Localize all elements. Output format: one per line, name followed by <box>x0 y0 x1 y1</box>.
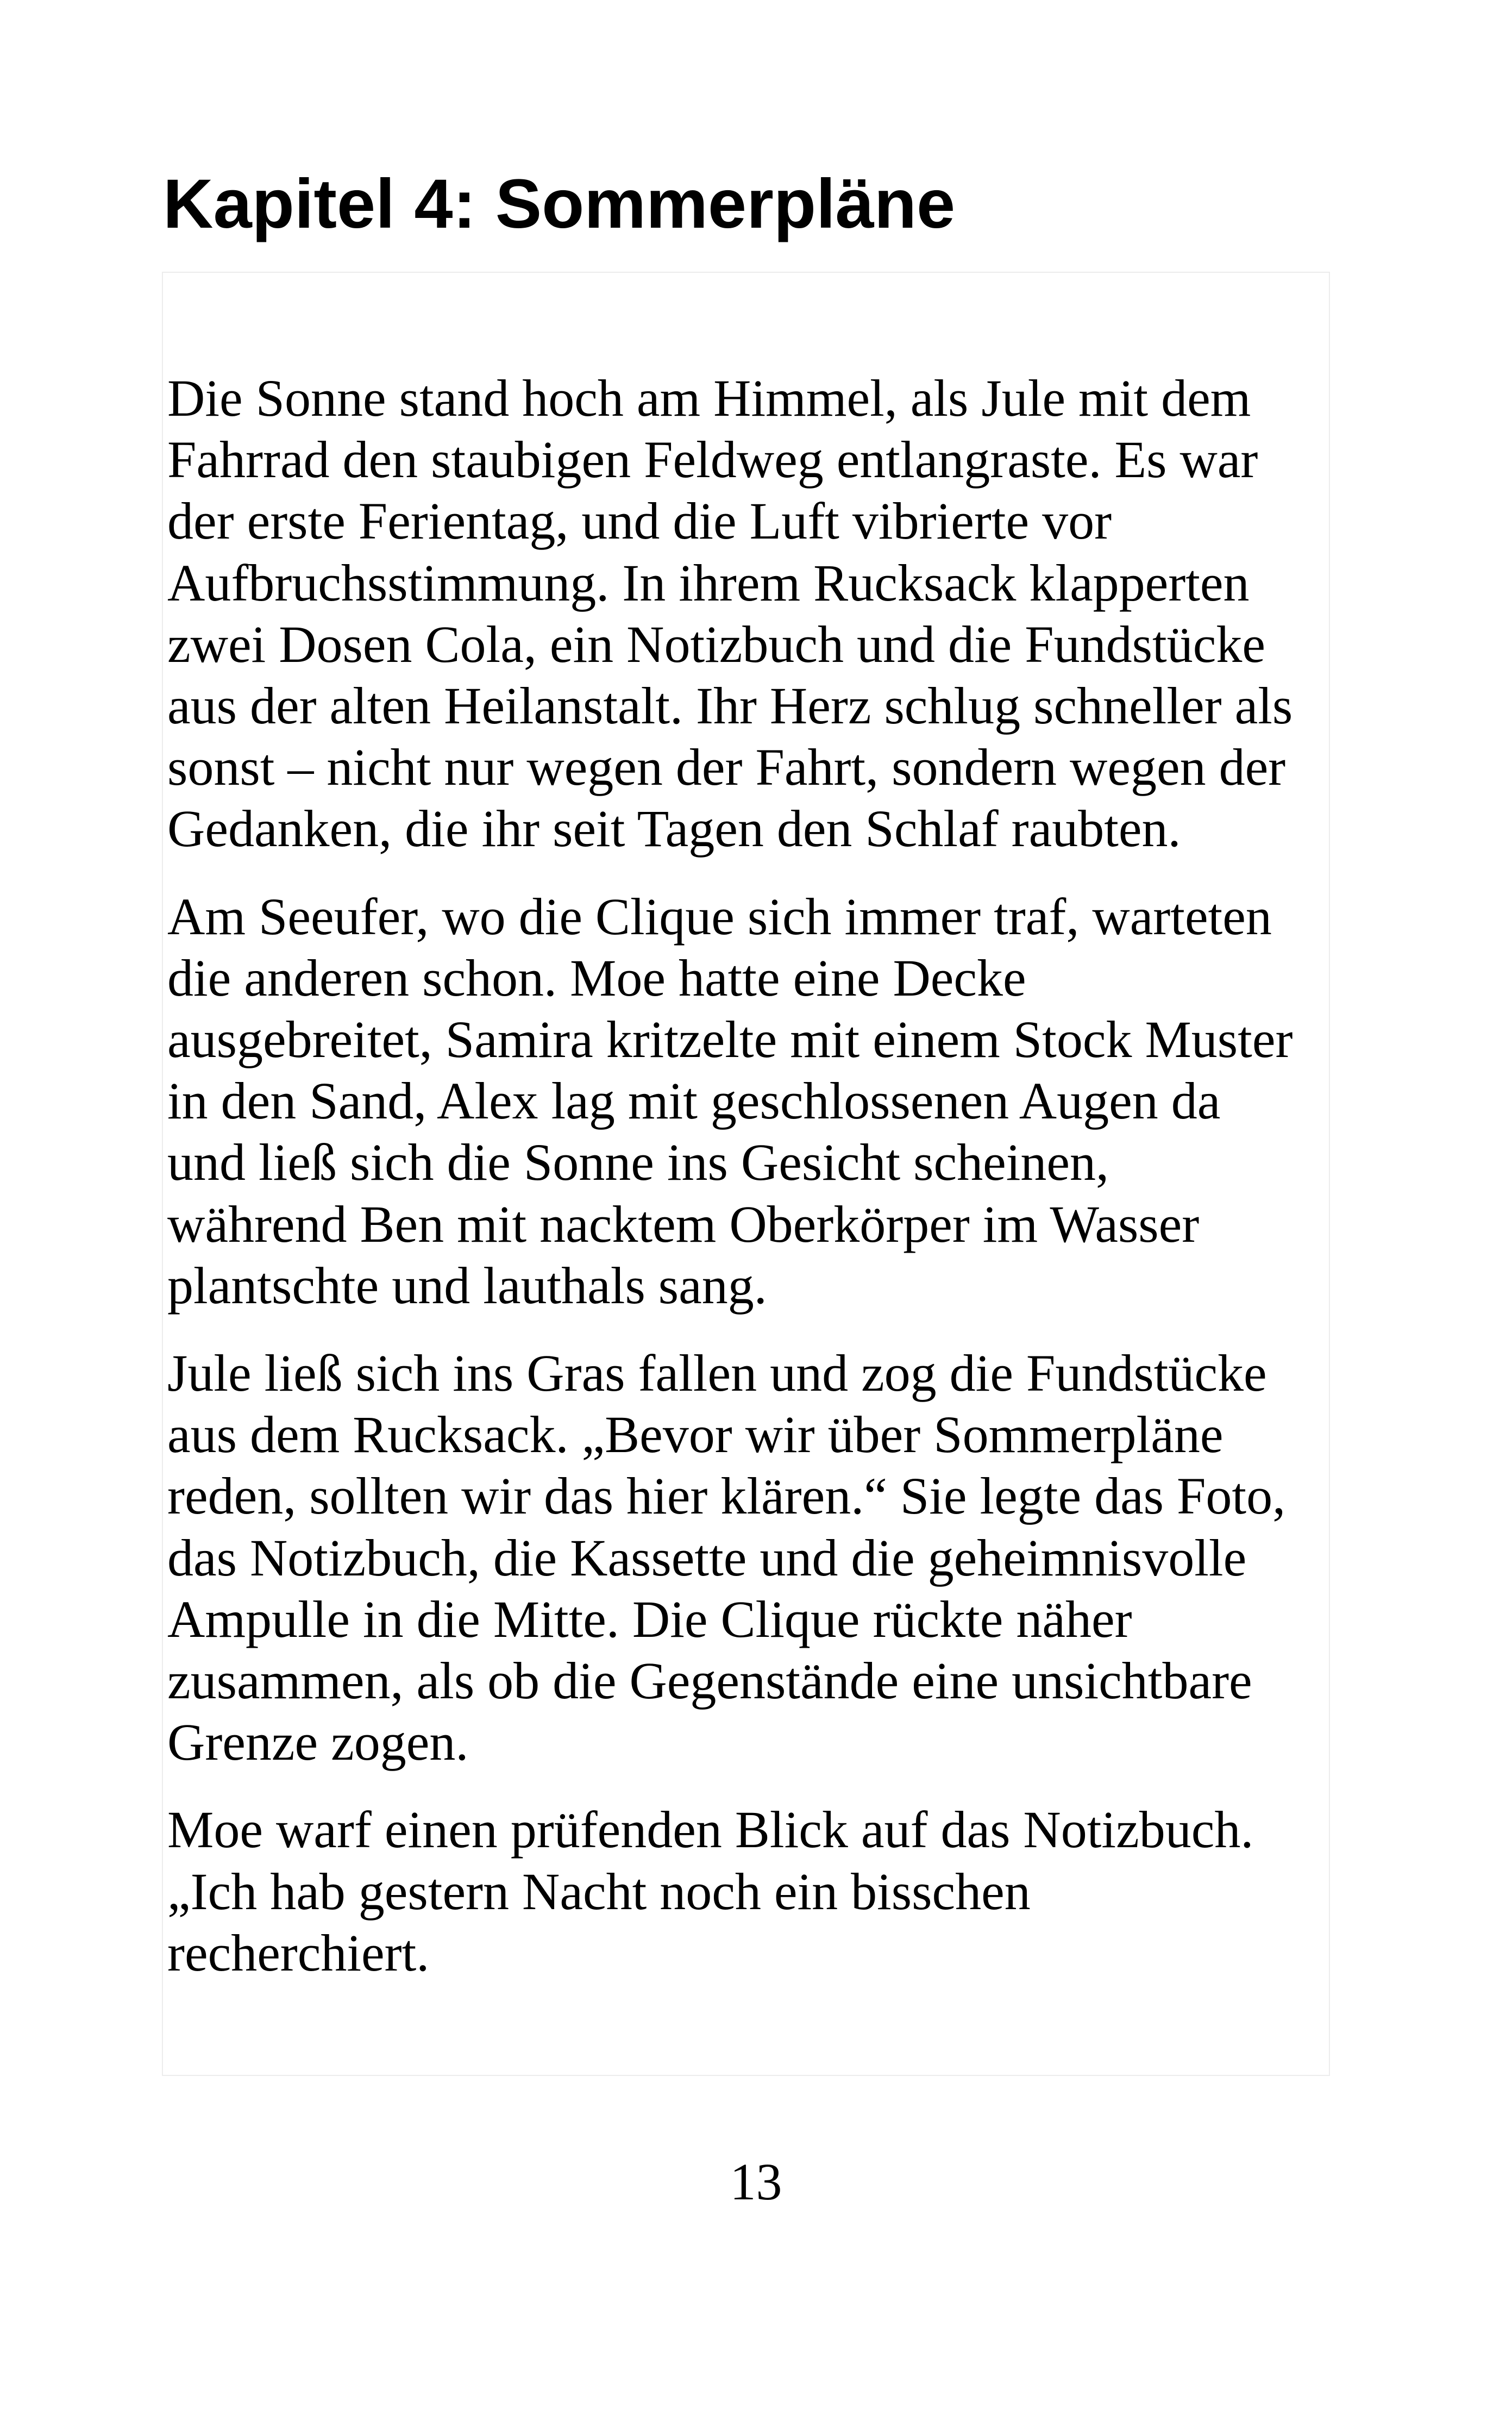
text-line: zusammen, als ob die Gegenstände eine unsichtbare <box>167 1652 1252 1710</box>
text-line: und ließ sich die Sonne ins Gesicht scheinen, <box>167 1133 1109 1192</box>
text-line: Grenze zogen. <box>167 1713 469 1772</box>
text-line: Jule ließ sich ins Gras fallen und zog die Fundstücke <box>167 1344 1267 1403</box>
text-line: die anderen schon. Moe hatte eine Decke <box>167 948 1026 1007</box>
text-line: sonst – nicht nur wegen der Fahrt, sondern wegen der <box>167 738 1286 797</box>
text-line: Aufbruchsstimmung. In ihrem Rucksack klapperten <box>167 553 1250 612</box>
paragraph-4 <box>167 1799 1330 1984</box>
text-line: in den Sand, Alex lag mit geschlossenen Augen da <box>167 1072 1221 1130</box>
text-line: Die Sonne stand hoch am Himmel, als Jule mit dem <box>167 369 1251 427</box>
text-line: das Notizbuch, die Kassette und die geheimnisvolle <box>167 1528 1247 1587</box>
text-line: der erste Ferientag, und die Luft vibrierte vor <box>167 492 1112 551</box>
text-line: reden, sollten wir das hier klären.“ Sie legte das Foto, <box>167 1467 1286 1525</box>
text-line: Gedanken, die ihr seit Tagen den Schlaf raubten. <box>167 799 1181 858</box>
text-line: ausgebreitet, Samira kritzelte mit einem Stock Muster <box>167 1010 1293 1069</box>
text-line: aus dem Rucksack. „Bevor wir über Sommerpläne <box>167 1405 1224 1464</box>
text-line: aus der alten Heilanstalt. Ihr Herz schlug schneller als <box>167 677 1293 735</box>
text-line: Ampulle in die Mitte. Die Clique rückte näher <box>167 1590 1132 1648</box>
text-line: plantschte und lauthals sang. <box>167 1256 767 1315</box>
text-line: „Ich hab gestern Nacht noch ein bisschen <box>167 1862 1031 1921</box>
text-line: Fahrrad den staubigen Feldweg entlangraste. Es war <box>167 430 1258 489</box>
text-line: Am Seeufer, wo die Clique sich immer traf, warteten <box>167 887 1272 946</box>
text-line: Moe warf einen prüfenden Blick auf das Notizbuch. <box>167 1800 1254 1859</box>
text-line: während Ben mit nacktem Oberkörper im Wasser <box>167 1195 1200 1253</box>
paragraph-3 <box>167 1342 1330 1773</box>
chapter-title: Kapitel 4: Sommerpläne <box>163 165 956 243</box>
paragraph-1 <box>167 367 1330 860</box>
page-number: 13 <box>730 2153 782 2211</box>
paragraph-2 <box>167 886 1330 1316</box>
chapter-text <box>167 367 1330 2010</box>
text-line: zwei Dosen Cola, ein Notizbuch und die Fundstücke <box>167 615 1265 673</box>
text-line: recherchiert. <box>167 1923 430 1982</box>
